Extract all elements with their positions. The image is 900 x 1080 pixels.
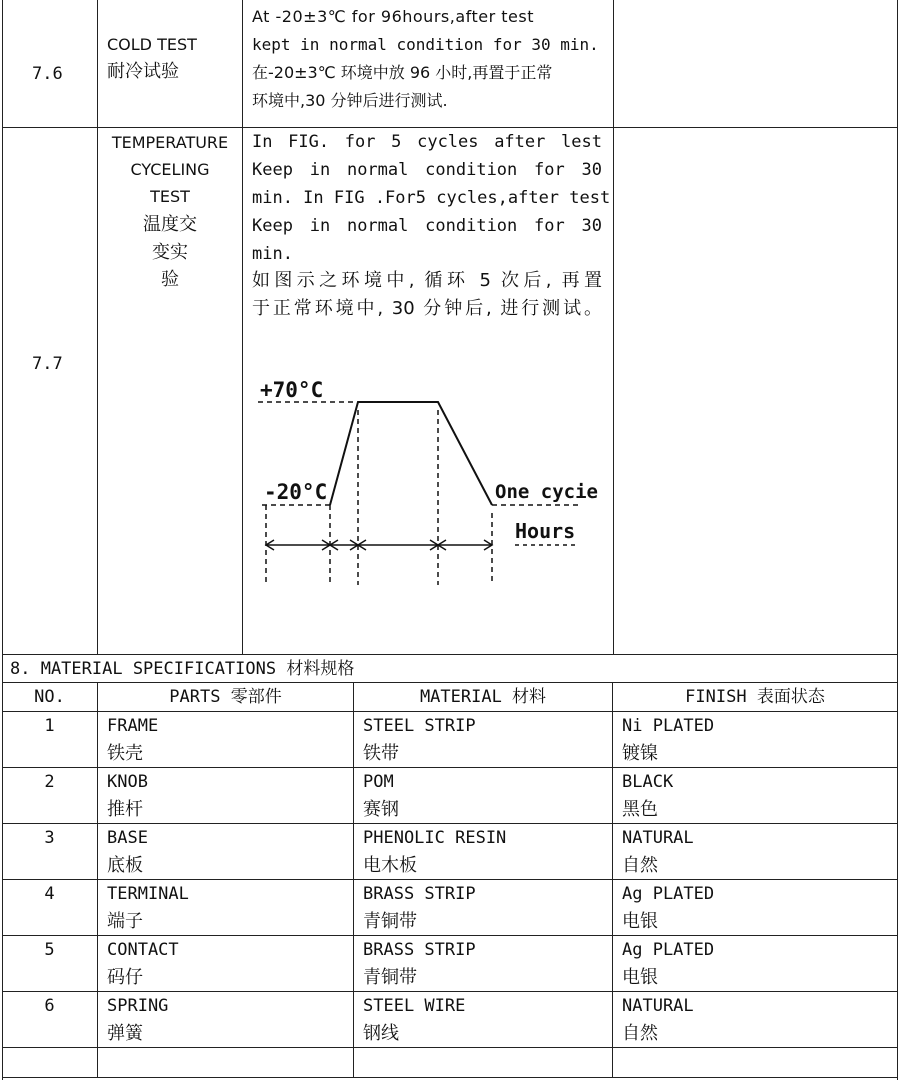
test-desc-line: At -20±3℃ for 96hours,after test bbox=[252, 7, 534, 26]
test-name-cn: 验 bbox=[161, 269, 179, 290]
row-number: 2 bbox=[44, 772, 55, 792]
material-cn: 铁带 bbox=[363, 743, 399, 764]
test-desc-line: 在-20±3℃ 环境中放 96 小时,再置于正常 bbox=[252, 63, 553, 82]
column-header-material: MATERIAL 材料 bbox=[419, 687, 547, 707]
row-number: 5 bbox=[44, 940, 55, 960]
material-cn: 青铜带 bbox=[363, 967, 417, 988]
part-name-cn: 铁壳 bbox=[107, 743, 143, 764]
test-desc-line: Keep in normal condition for 30 bbox=[252, 160, 602, 180]
part-name-en: BASE bbox=[107, 828, 148, 848]
part-name-en: CONTACT bbox=[107, 940, 179, 960]
part-name-en: SPRING bbox=[107, 996, 169, 1016]
test-desc-line: 如图示之环境中, 循环 5 次后, 再置 bbox=[252, 270, 602, 291]
finish-en: Ag PLATED bbox=[622, 884, 715, 904]
high-temp-label: +70°C bbox=[260, 378, 324, 402]
part-name-cn: 码仔 bbox=[107, 967, 143, 988]
test-desc-line: In FIG. for 5 cycles after lest bbox=[252, 132, 602, 152]
finish-cn: 自然 bbox=[622, 1023, 658, 1044]
finish-cn: 黑色 bbox=[622, 799, 658, 820]
test-number: 7.7 bbox=[32, 354, 63, 374]
test-name-en: TEST bbox=[150, 187, 190, 206]
row-number: 3 bbox=[44, 828, 55, 848]
material-cn: 电木板 bbox=[363, 855, 417, 876]
part-name-en: FRAME bbox=[107, 716, 159, 736]
low-temp-label: -20°C bbox=[264, 480, 328, 504]
temperature-cycle-diagram bbox=[250, 365, 610, 590]
material-en: STEEL STRIP bbox=[363, 716, 476, 736]
part-name-cn: 底板 bbox=[107, 855, 143, 876]
test-desc-line: kept in normal condition for 30 min. bbox=[252, 35, 599, 54]
row-number: 1 bbox=[44, 716, 55, 736]
part-name-en: TERMINAL bbox=[107, 884, 189, 904]
test-desc-line: 于正常环境中, 30 分钟后, 进行测试。 bbox=[252, 298, 602, 319]
material-cn: 赛钢 bbox=[363, 799, 399, 820]
finish-en: NATURAL bbox=[622, 996, 694, 1016]
column-header-no: NO. bbox=[34, 687, 65, 707]
test-number: 7.6 bbox=[32, 64, 63, 84]
row-number: 4 bbox=[44, 884, 55, 904]
test-desc-line: 环境中,30 分钟后进行测试. bbox=[252, 91, 448, 110]
finish-cn: 自然 bbox=[622, 855, 658, 876]
material-cn: 钢线 bbox=[363, 1023, 399, 1044]
material-en: POM bbox=[363, 772, 394, 792]
test-name-en: CYCELING bbox=[130, 160, 210, 179]
finish-cn: 镀镍 bbox=[622, 743, 658, 764]
finish-cn: 电银 bbox=[622, 911, 658, 932]
part-name-cn: 推杆 bbox=[107, 799, 143, 820]
part-name-cn: 弹簧 bbox=[107, 1023, 143, 1044]
part-name-cn: 端子 bbox=[107, 911, 143, 932]
material-cn: 青铜带 bbox=[363, 911, 417, 932]
material-en: BRASS STRIP bbox=[363, 940, 476, 960]
test-name-cn: 变实 bbox=[152, 242, 188, 263]
section-heading: 8. MATERIAL SPECIFICATIONS 材料规格 bbox=[10, 659, 355, 679]
test-name-en: TEMPERATURE bbox=[111, 133, 229, 152]
test-name-cn: 温度交 bbox=[143, 214, 197, 235]
test-desc-line: Keep in normal condition for 30 bbox=[252, 216, 602, 236]
finish-en: NATURAL bbox=[622, 828, 694, 848]
part-name-en: KNOB bbox=[107, 772, 148, 792]
finish-en: Ni PLATED bbox=[622, 716, 715, 736]
test-desc-line: min. In FIG .For5 cycles,after test bbox=[252, 188, 611, 208]
hours-label: Hours bbox=[515, 519, 576, 543]
test-name-cn: 耐冷试验 bbox=[107, 61, 179, 82]
material-en: STEEL WIRE bbox=[363, 996, 466, 1016]
cycle-label: One cycie bbox=[495, 481, 598, 503]
column-header-finish: FINISH 表面状态 bbox=[685, 687, 825, 707]
material-en: PHENOLIC RESIN bbox=[363, 828, 507, 848]
test-name-en: COLD TEST bbox=[107, 35, 197, 54]
finish-cn: 电银 bbox=[622, 967, 658, 988]
column-header-parts: PARTS 零部件 bbox=[169, 687, 282, 707]
test-desc-line: min. bbox=[252, 244, 293, 264]
row-number: 6 bbox=[44, 996, 55, 1016]
finish-en: BLACK bbox=[622, 772, 674, 792]
finish-en: Ag PLATED bbox=[622, 940, 715, 960]
material-en: BRASS STRIP bbox=[363, 884, 476, 904]
